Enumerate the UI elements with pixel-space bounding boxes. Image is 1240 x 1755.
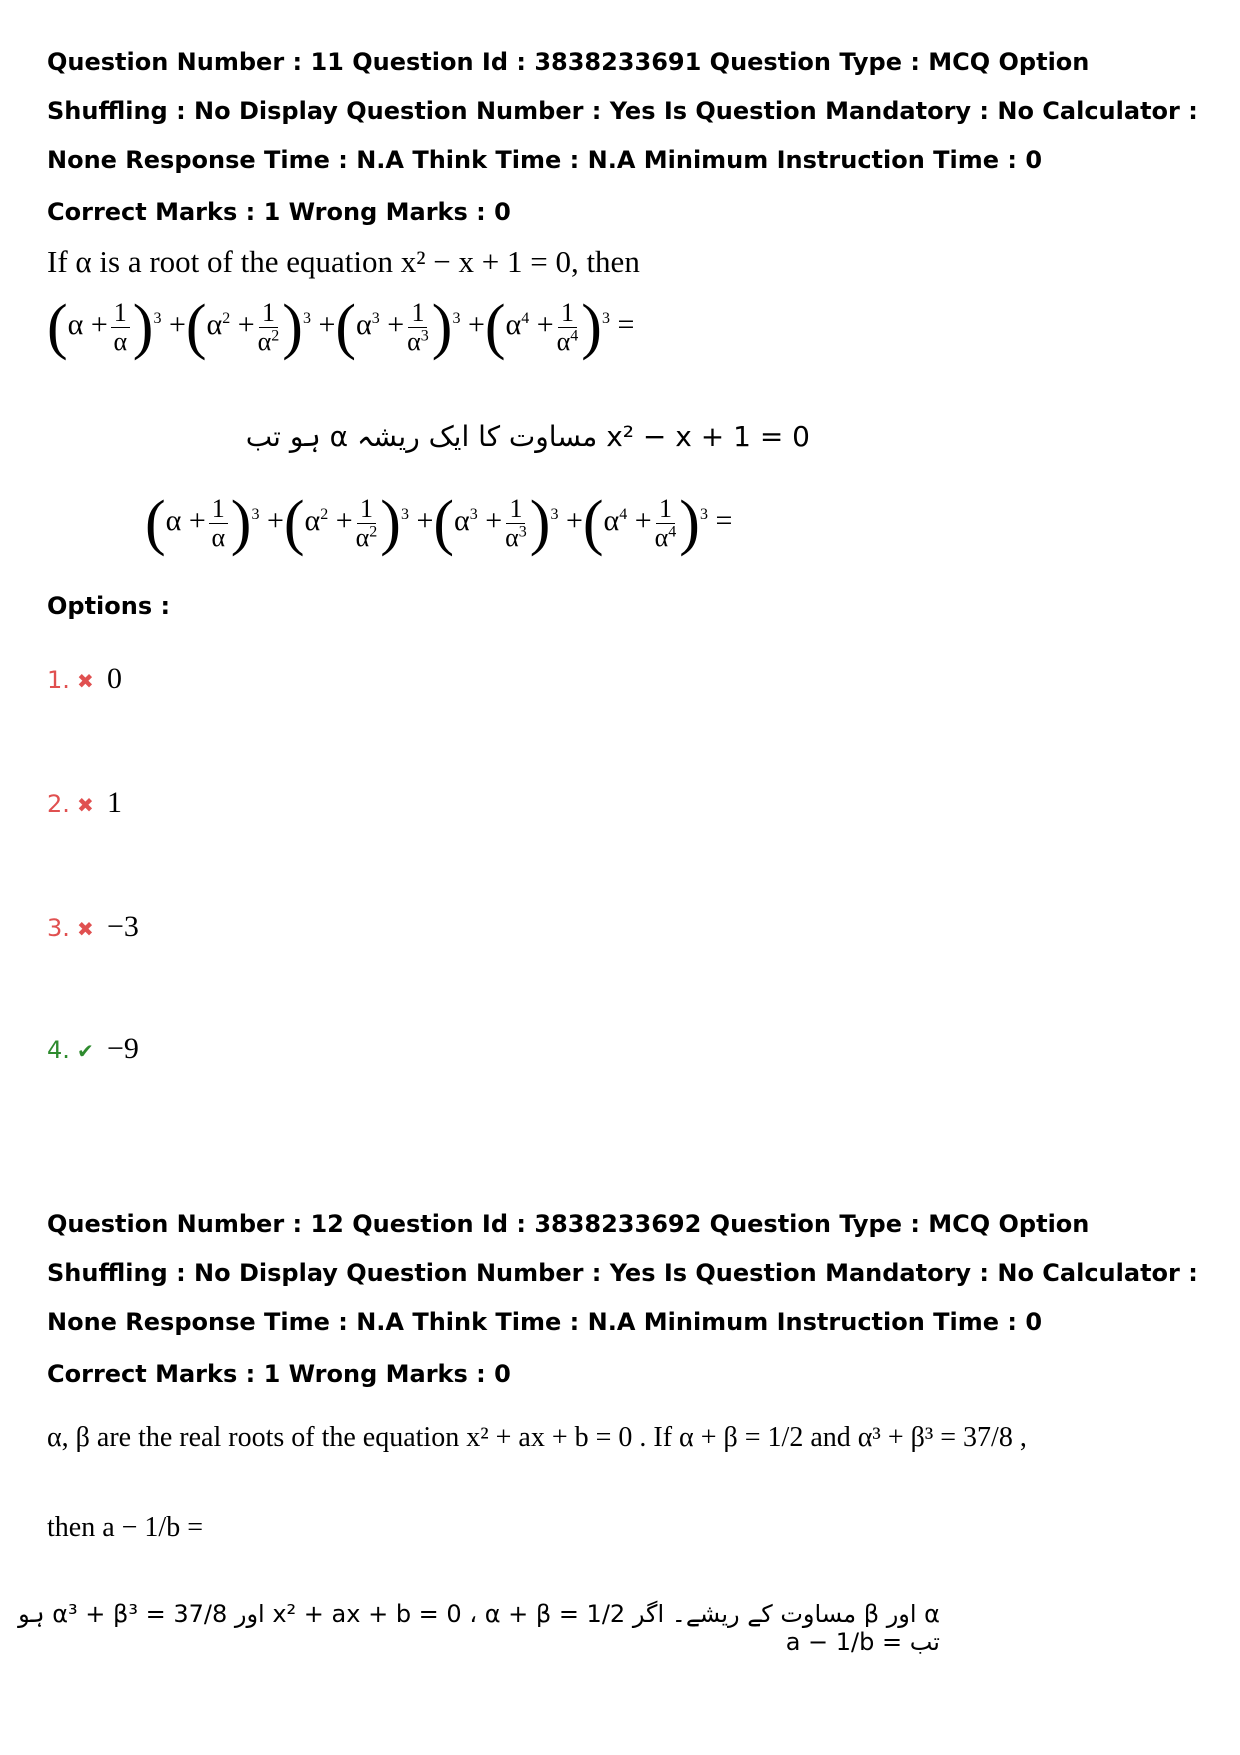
option-value: 1 bbox=[107, 786, 122, 819]
q12-question-text: α, β are the real roots of the equation x² + ax + b = 0 . If α + β = 1/2 and α³ + β³ = 37/8 , bbox=[47, 1422, 1027, 1453]
option-value: 0 bbox=[107, 662, 122, 695]
q11-urdu-text: x² − x + 1 = 0 مساوت کا ایک ریشہ α ہو تب bbox=[245, 420, 810, 453]
check-icon: ✔ bbox=[77, 1039, 94, 1063]
cross-icon: ✖ bbox=[77, 793, 94, 817]
q11-marks: Correct Marks : 1 Wrong Marks : 0 bbox=[47, 198, 511, 226]
q11-meta: Question Number : 11 Question Id : 3838233691 Question Type : MCQ Option Shuffling : No Display Question Number : Yes Is Question Mandatory : No Calculator : None Response Time : N.A Think Time : N.A Minimum Instruction Time : 0 bbox=[47, 48, 1198, 174]
q11-expression: (α + $\frac{1}{\alpha}$ )$^3 +(\alpha^2$ + $\frac{1}{\alpha^2}$ )$^3 +(\alpha^3$ + $\frac{1}{\alpha^3}$ )$^3 +(\alpha^4$ + $\frac{1}{\alpha^4}$ )$^3$ = bbox=[47, 293, 635, 361]
option-value: −3 bbox=[107, 910, 139, 943]
q12-question-text-2: then a − 1/b = bbox=[47, 1512, 203, 1543]
q11-expression-urdu: (α + $\frac{1}{\alpha}$ )$^3 +(\alpha^2$ + $\frac{1}{\alpha^2}$ )$^3 +(\alpha^3$ + $\frac{1}{\alpha^3}$ )$^3 +(\alpha^4$ + $\frac{1}{\alpha^4}$ )$^3$ = bbox=[145, 489, 733, 557]
option-number: 2. bbox=[47, 790, 70, 818]
option-2 bbox=[47, 786, 122, 820]
q12-urdu-text: α اور β مساوت کے ریشے۔ اگر x² + ax + b = 0 ، α + β = 1/2 اور α³ + β³ = 37/8 ہو تب = a − 1/b bbox=[18, 1600, 940, 1656]
option-1 bbox=[47, 662, 122, 696]
option-value: −9 bbox=[107, 1032, 139, 1065]
cross-icon: ✖ bbox=[77, 917, 94, 941]
option-number: 3. bbox=[47, 914, 70, 942]
option-number: 4. bbox=[47, 1036, 70, 1064]
options-label: Options : bbox=[47, 592, 171, 620]
q11-question-text: If α is a root of the equation x² − x + 1 = 0, then bbox=[47, 244, 640, 279]
q12-meta: Question Number : 12 Question Id : 3838233692 Question Type : MCQ Option Shuffling : No Display Question Number : Yes Is Question Mandatory : No Calculator : None Response Time : N.A Think Time : N.A Minimum Instruction Time : 0 bbox=[47, 1210, 1198, 1336]
option-3 bbox=[47, 910, 139, 944]
option-number: 1. bbox=[47, 666, 70, 694]
q12-marks: Correct Marks : 1 Wrong Marks : 0 bbox=[47, 1360, 511, 1388]
cross-icon: ✖ bbox=[77, 669, 94, 693]
option-4 bbox=[47, 1032, 139, 1066]
